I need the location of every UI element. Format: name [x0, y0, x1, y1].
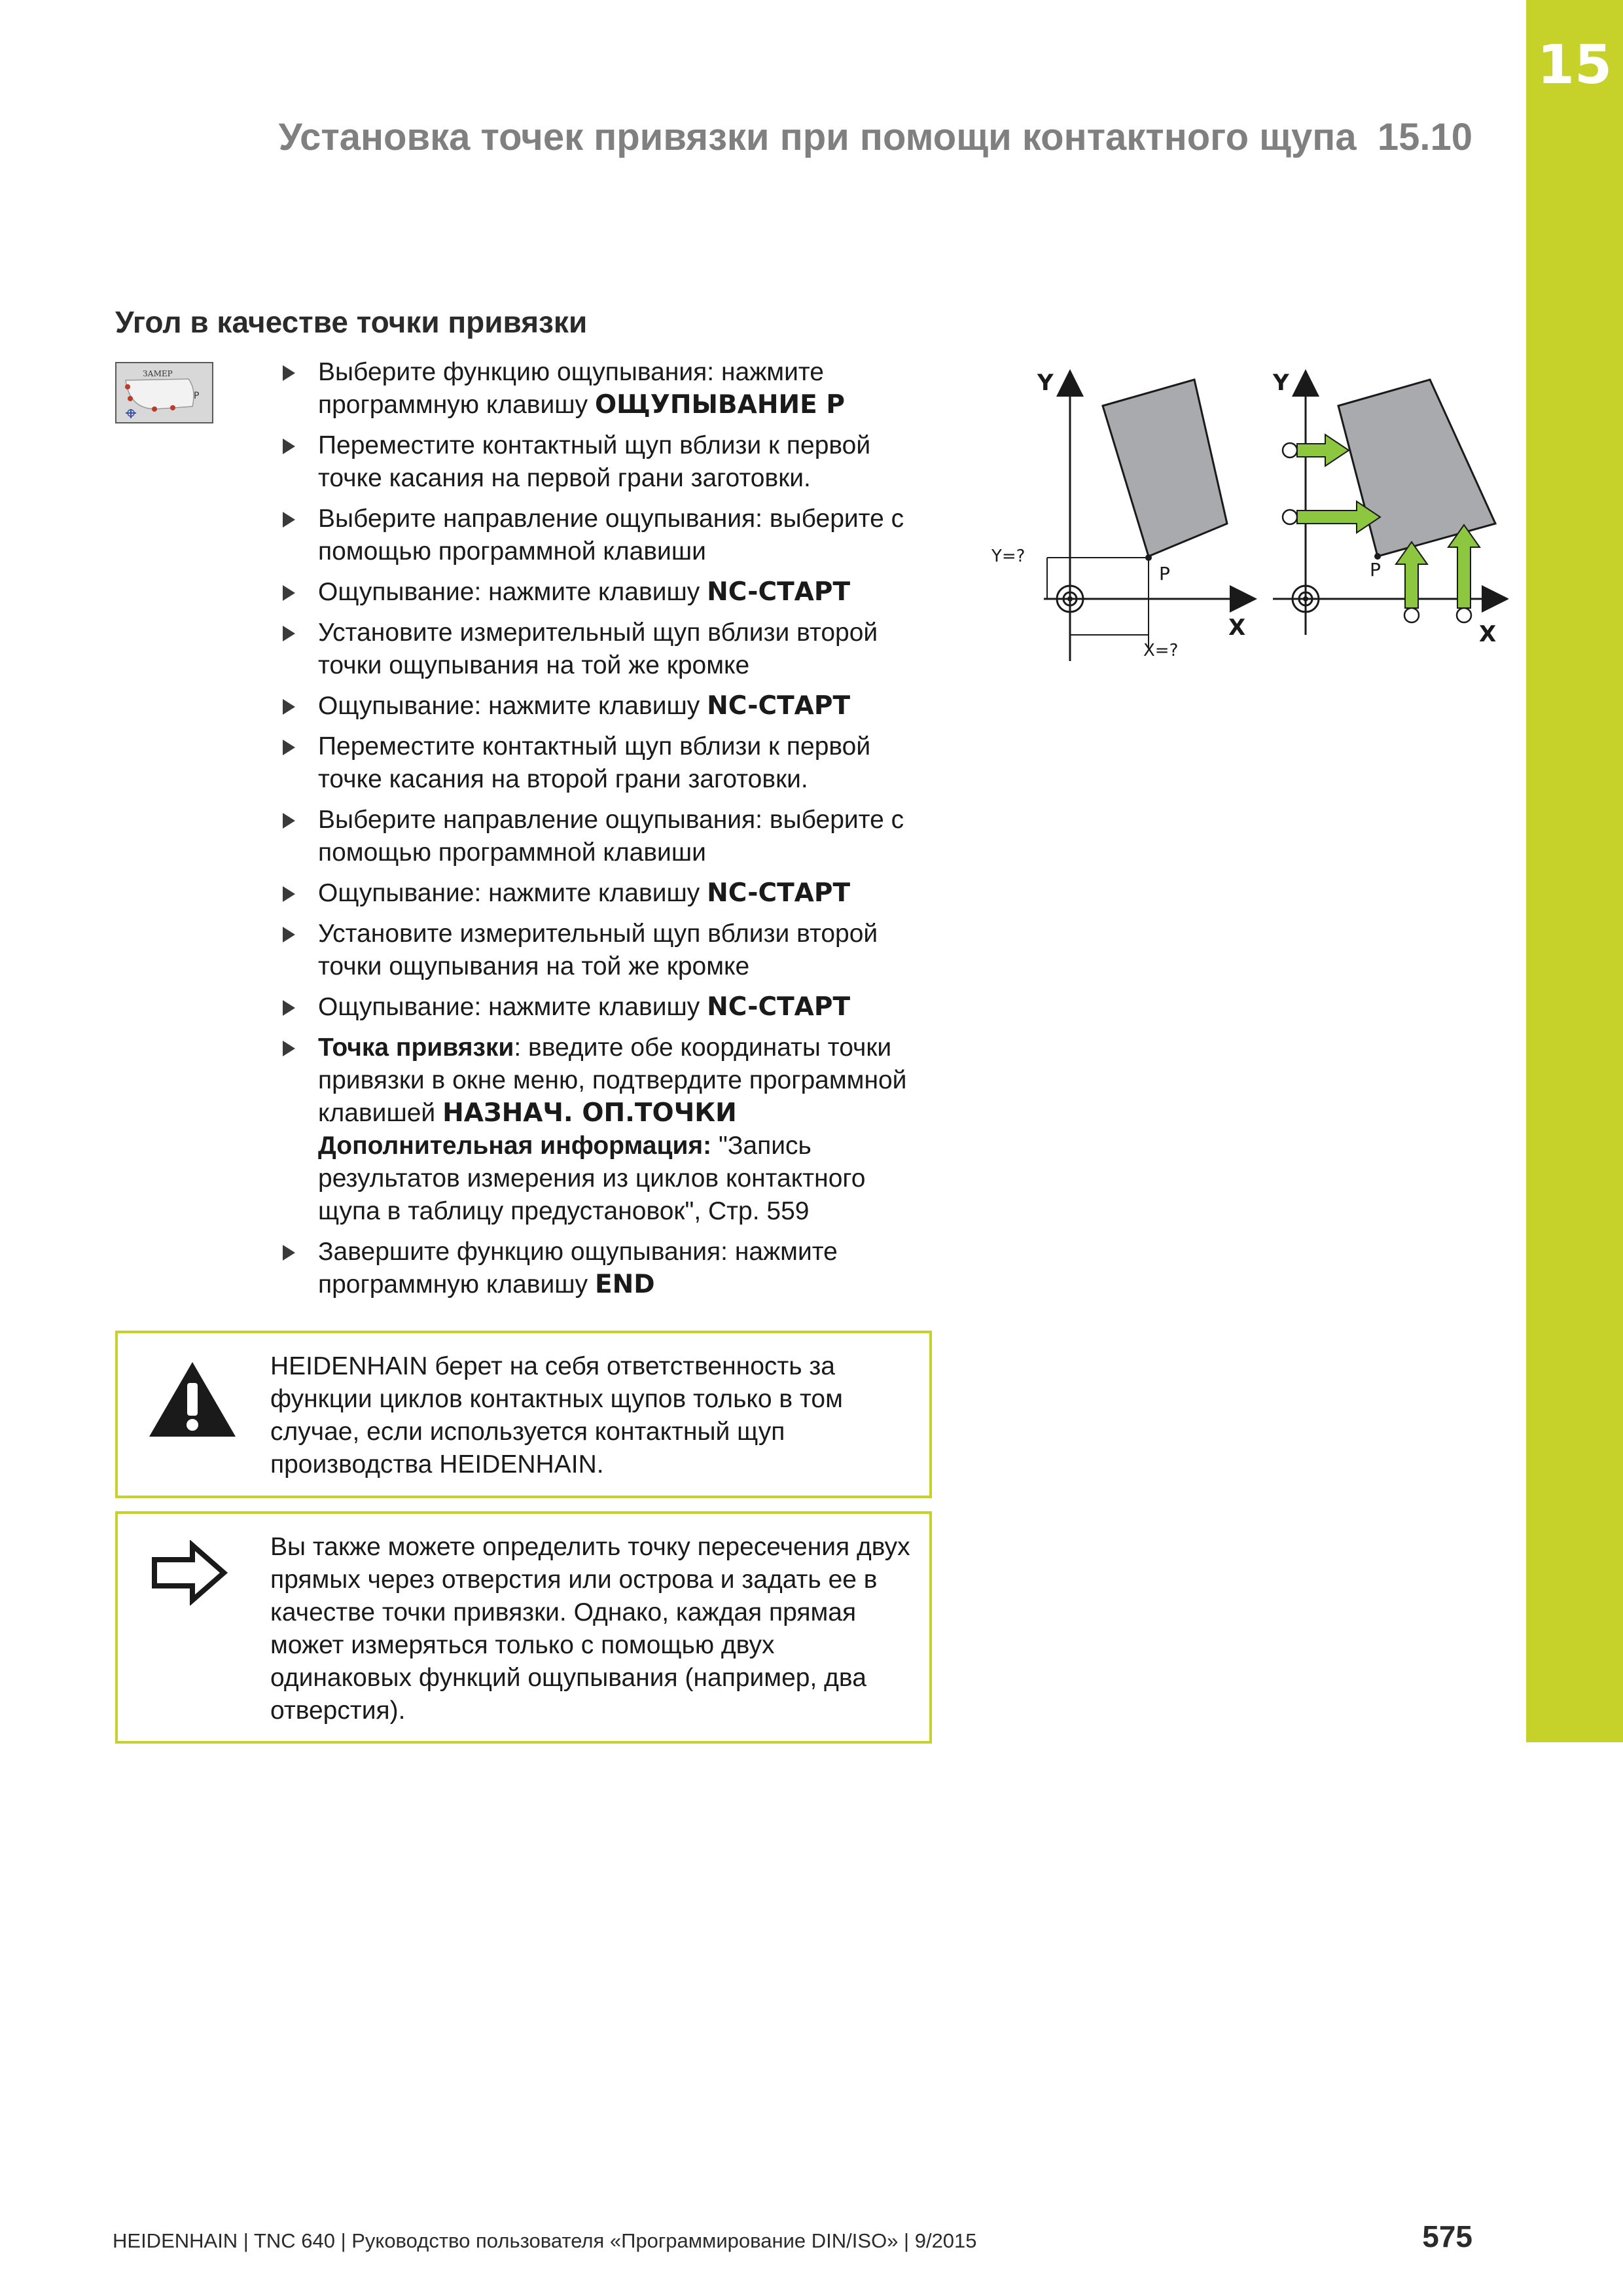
softkey-probe-corner: [115, 362, 213, 423]
key-name: NC-СТАРТ: [707, 992, 851, 1022]
diagram-left: [991, 370, 1253, 661]
arrow-right-icon: [151, 1540, 229, 1605]
step-text: Выберите направление ощупывания: выберите с помощью программной клавиши: [318, 806, 904, 867]
chapter-tab: [1526, 0, 1623, 1742]
procedure-steps: [281, 356, 923, 1309]
bullet-triangle-icon: [283, 439, 295, 454]
key-name: NC-СТАРТ: [707, 577, 851, 607]
y-axis-label: Y: [1037, 370, 1054, 396]
y-axis-label: Y: [1273, 370, 1289, 396]
diagram-right: [1272, 370, 1505, 647]
chapter-number: 15: [1537, 34, 1613, 96]
bullet-triangle-icon: [283, 626, 295, 641]
bullet-triangle-icon: [283, 740, 295, 755]
probe-start-point: [1283, 510, 1297, 524]
x-axis-label: X: [1228, 615, 1246, 641]
step-reference-point: [281, 1031, 923, 1228]
warning-triangle-icon: [147, 1359, 238, 1441]
workpiece-shape: [1103, 380, 1227, 556]
step-4: [281, 576, 923, 609]
step-final: [281, 1236, 923, 1301]
step-9: [281, 877, 923, 910]
step-5: [281, 617, 923, 682]
bullet-triangle-icon: [283, 365, 295, 381]
bullet-triangle-icon: [283, 585, 295, 601]
footer-text: HEIDENHAIN | TNC 640 | Руководство пользователя «Программирование DIN/ISO» | 9/2015: [113, 2229, 977, 2252]
step-text: Ощупывание: нажмите клавишу: [318, 578, 707, 606]
step-text: Ощупывание: нажмите клавишу: [318, 692, 707, 720]
probe-corner-icon: [116, 363, 212, 422]
point-label: P: [1159, 563, 1170, 584]
info-notice: [115, 1511, 932, 1744]
info-text: Вы также можете определить точку пересечения двух прямых через отверстия или острова и задать ее в качестве точки привязки. Однако, каждая прямая может измеряться только с помощью двух одинаковых функций ощупывания (например, два отверстия).: [270, 1533, 910, 1725]
page-header: [279, 115, 1472, 159]
step-text: Установите измерительный щуп вблизи второй точки ощупывания на той же кромке: [318, 920, 878, 980]
softkey-name: НАЗНАЧ. ОП.ТОЧКИ: [442, 1098, 737, 1128]
step-text: Ощупывание: нажмите клавишу: [318, 879, 707, 907]
softkey-sub-label: P: [194, 391, 200, 401]
corner-point: [1145, 554, 1152, 561]
point-label: P: [1370, 559, 1381, 581]
more-info-label: Дополнительная информация:: [318, 1132, 712, 1160]
page-number: 575: [1422, 2219, 1472, 2253]
step-7: [281, 730, 923, 796]
step-11: [281, 991, 923, 1024]
x-axis-label: X: [1479, 621, 1497, 647]
warning-notice: [115, 1331, 932, 1498]
step-text: Установите измерительный щуп вблизи второй точки ощупывания на той же кромке: [318, 619, 878, 679]
more-info-text: "Запись результатов измерения из циклов контактного щупа в таблицу предустановок", Стр. 559: [318, 1132, 866, 1225]
step-10: [281, 918, 923, 983]
bullet-triangle-icon: [283, 927, 295, 942]
bullet-triangle-icon: [283, 1041, 295, 1056]
step-text: Переместите контактный щуп вблизи к первой точке касания на второй грани заготовки.: [318, 732, 871, 793]
softkey-name: ОЩУПЫВАНИЕ P: [594, 390, 845, 420]
step-8: [281, 804, 923, 869]
step-text: Завершите функцию ощупывания: нажмите программную клавишу: [318, 1238, 838, 1299]
probe-start-point: [1457, 608, 1471, 622]
corner-probing-diagram: [985, 353, 1508, 668]
x-offset-label: X=?: [1143, 641, 1179, 660]
key-name: NC-СТАРТ: [707, 691, 851, 721]
probe-start-point: [1404, 608, 1419, 622]
step-3: [281, 503, 923, 568]
bullet-triangle-icon: [283, 699, 295, 715]
step-6: [281, 690, 923, 723]
header-title: Установка точек привязки при помощи контактного щупа: [278, 116, 1357, 158]
step-1: [281, 356, 923, 422]
bullet-triangle-icon: [283, 1000, 295, 1016]
bullet-triangle-icon: [283, 886, 295, 902]
bullet-triangle-icon: [283, 512, 295, 528]
step-2: [281, 429, 923, 495]
softkey-name: END: [594, 1270, 655, 1299]
step-label: Точка привязки: [318, 1033, 514, 1062]
step-text: : введите обе координаты точки привязки в окне меню, подтвердите программной клавишей: [318, 1033, 907, 1127]
probe-start-point: [1283, 443, 1297, 457]
step-text: Выберите направление ощупывания: выберите с помощью программной клавиши: [318, 505, 904, 565]
step-text: Выберите функцию ощупывания: нажмите программную клавишу: [318, 358, 824, 419]
y-offset-label: Y=?: [991, 547, 1026, 566]
bullet-triangle-icon: [283, 813, 295, 829]
section-heading: Угол в качестве точки привязки: [115, 305, 588, 339]
key-name: NC-СТАРТ: [707, 878, 851, 908]
header-section-number: 15.10: [1377, 116, 1472, 158]
bullet-triangle-icon: [283, 1245, 295, 1261]
step-text: Ощупывание: нажмите клавишу: [318, 993, 707, 1021]
softkey-label: ЗАМЕР: [143, 369, 173, 378]
probe-arrow-up-icon: [1448, 525, 1480, 608]
step-text: Переместите контактный щуп вблизи к первой точке касания на первой грани заготовки.: [318, 431, 871, 492]
warning-text: HEIDENHAIN берет на себя ответственность за функции циклов контактных щупов только в том случае, если используется контактный щуп производства HEIDENHAIN.: [270, 1352, 843, 1479]
